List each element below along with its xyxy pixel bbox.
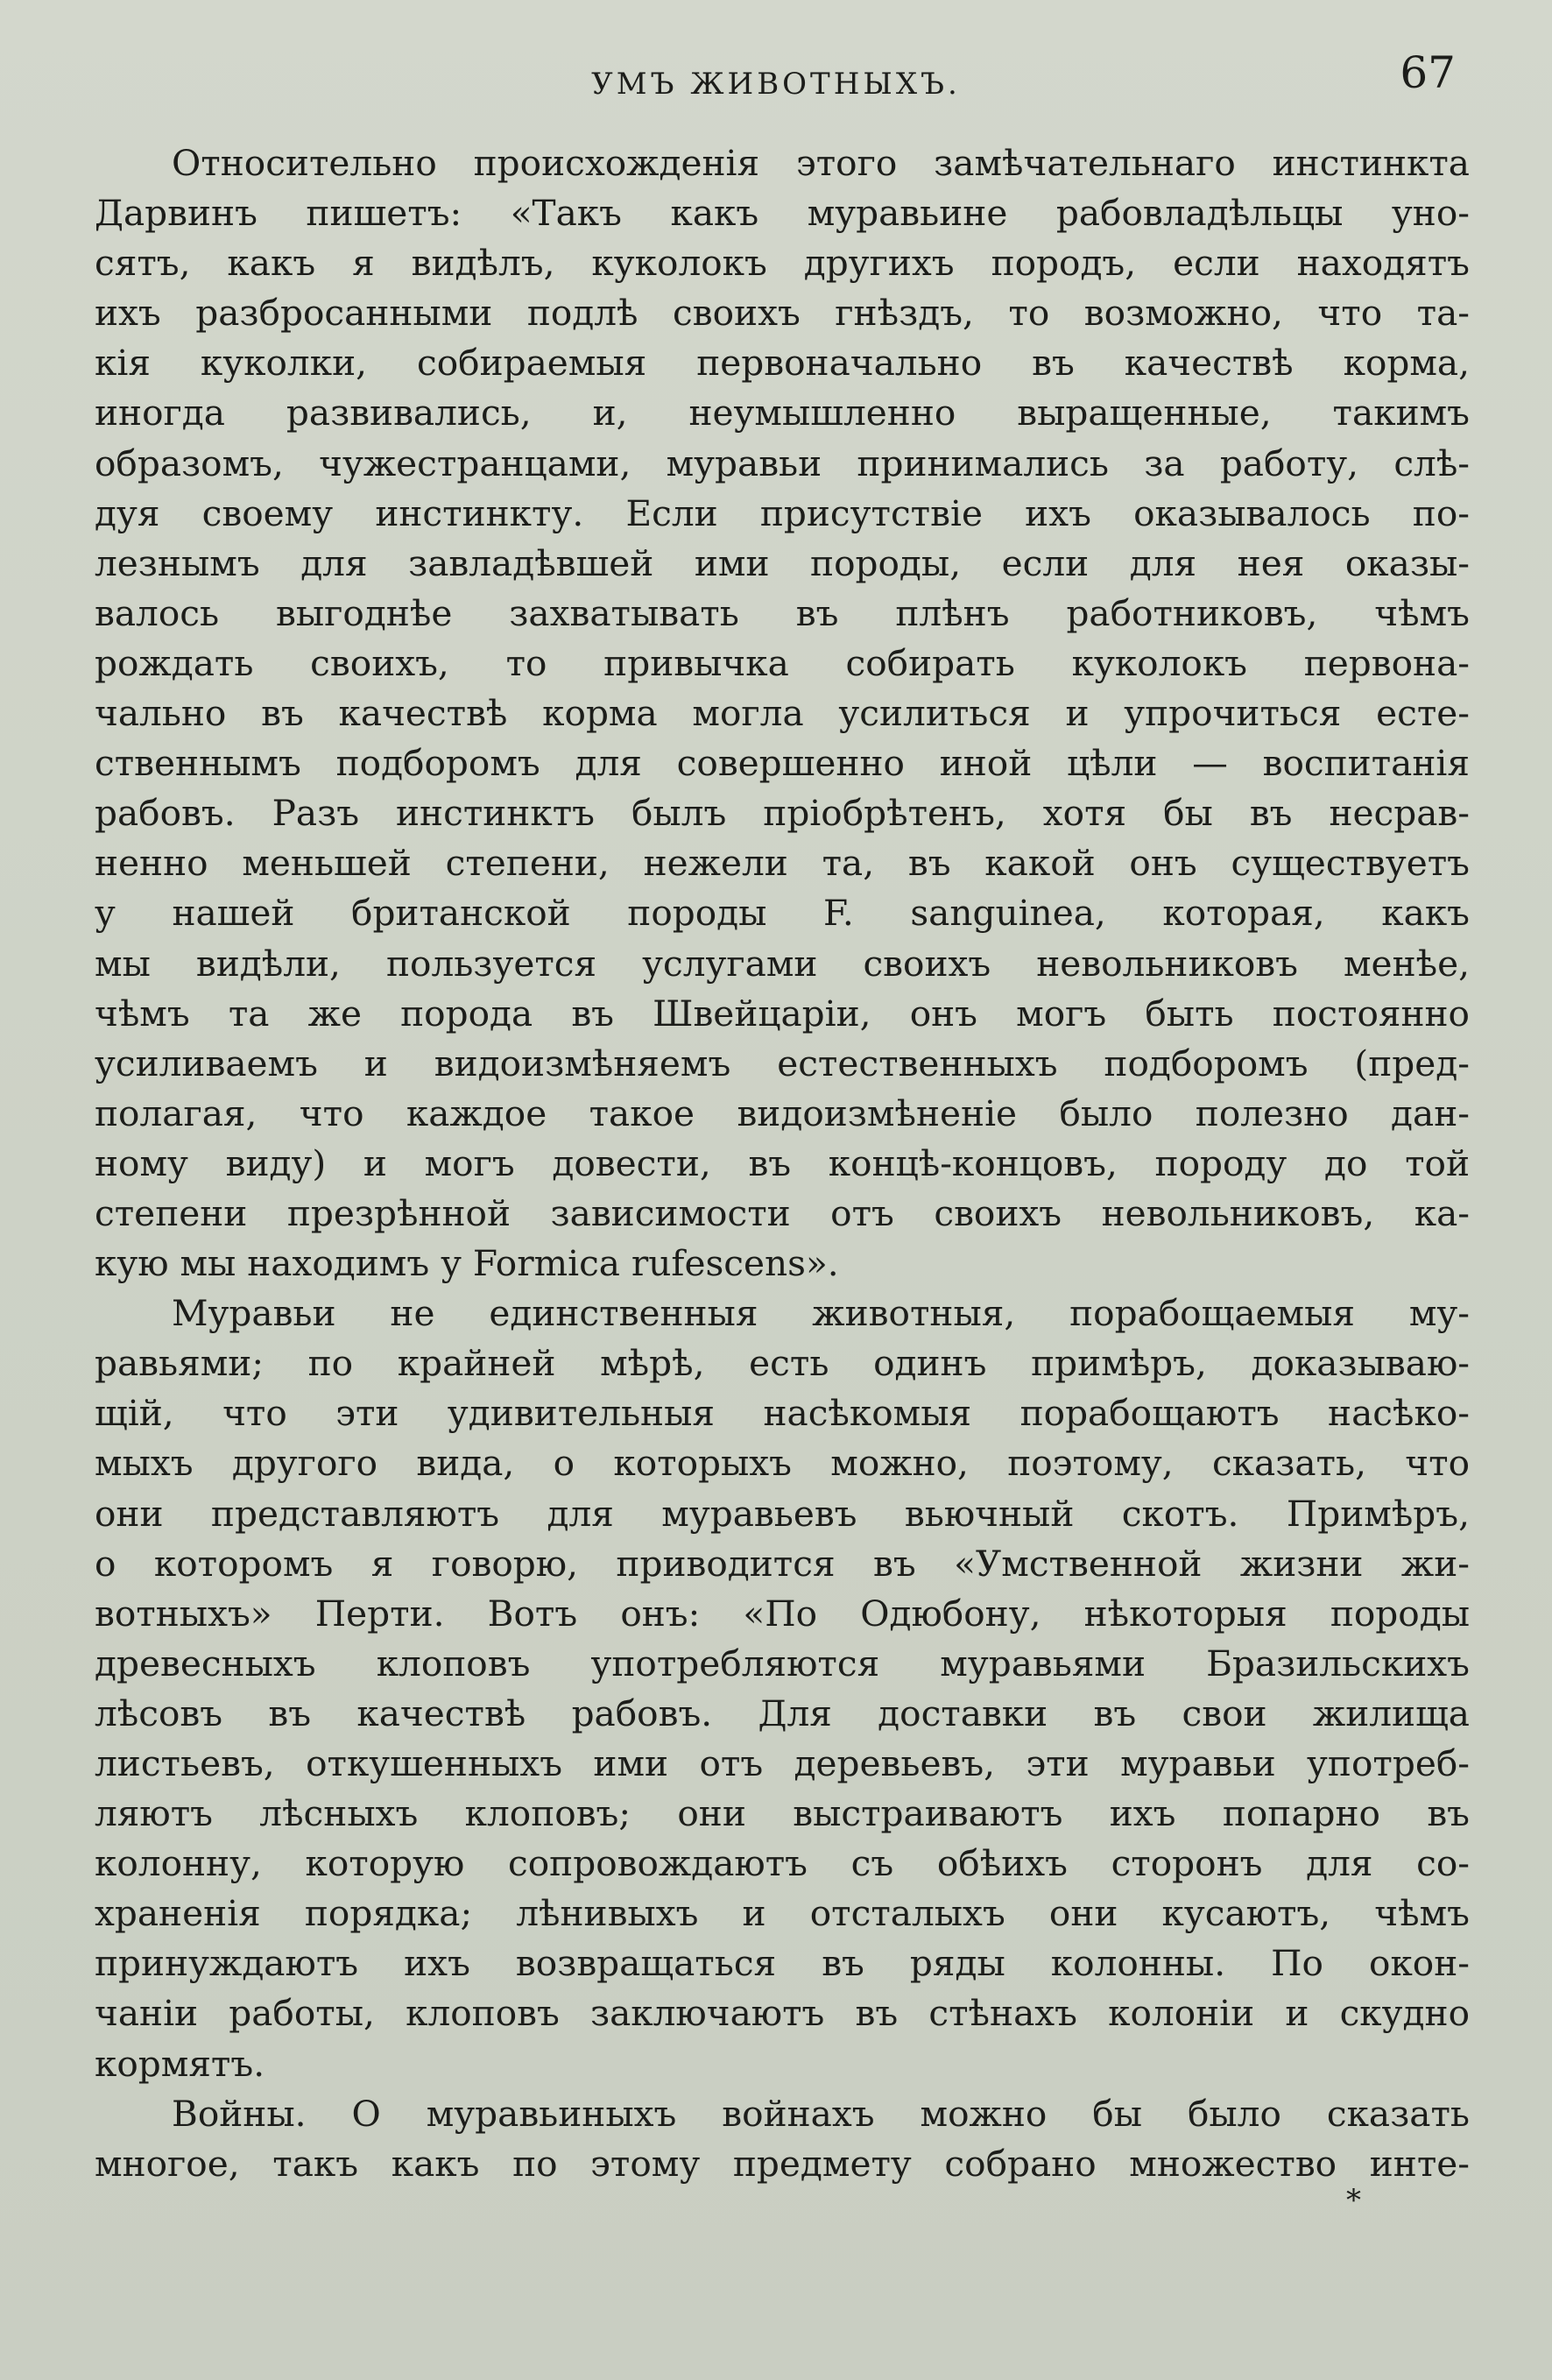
paragraph-darwin-quote <box>95 138 1470 1289</box>
text-line: они представляютъ для муравьевъ вьючный скотъ. Примѣръ, <box>95 1492 1470 1535</box>
text-line: Относительно происхожденія этого замѣчательнаго инстинкта <box>172 142 1470 184</box>
text-line: Муравьи не единственныя животныя, порабощаемыя му- <box>172 1292 1470 1335</box>
text-line: храненія порядка; лѣнивыхъ и отсталыхъ они кусаютъ, чѣмъ <box>95 1892 1470 1935</box>
text-line: степени презрѣнной зависимости отъ своихъ невольниковъ, ка- <box>95 1191 1470 1234</box>
text-line: листьевъ, откушенныхъ ими отъ деревьевъ, эти муравьи употреб- <box>95 1742 1470 1784</box>
text-line: у нашей британской породы F. sanguinea, которая, какъ <box>95 892 1470 935</box>
signature-mark: * <box>1346 2183 1361 2218</box>
text-line: чѣмъ та же порода въ Швейцаріи, онъ могъ быть постоянно <box>95 992 1470 1035</box>
text-line: древесныхъ клоповъ употребляются муравьями Бразильскихъ <box>95 1642 1470 1684</box>
text-line: чально въ качествѣ корма могла усилиться и упрочиться есте- <box>95 692 1470 735</box>
text-line: Дарвинъ пишетъ: «Такъ какъ муравьине рабовладѣльцы уно- <box>95 192 1470 235</box>
paragraph-ant-slaves <box>95 1289 1470 2089</box>
page-body <box>95 138 1470 2189</box>
text-line: кія куколки, собираемыя первоначально въ качествѣ корма, <box>95 342 1470 385</box>
text-line: усиливаемъ и видоизмѣняемъ естественныхъ подборомъ (пред- <box>95 1042 1470 1084</box>
text-line: мыхъ другого вида, о которыхъ можно, поэтому, сказать, что <box>95 1442 1470 1485</box>
text-line: колонну, которую сопровождаютъ съ обѣихъ сторонъ для со- <box>95 1842 1470 1885</box>
text-line: валось выгоднѣе захватывать въ плѣнъ работниковъ, чѣмъ <box>95 591 1470 634</box>
paragraph-wars <box>95 2089 1470 2189</box>
text-line: лѣсовъ въ качествѣ рабовъ. Для доставки въ свои жилища <box>95 1691 1470 1734</box>
page-header <box>96 40 1456 102</box>
text-line: кормятъ. <box>95 2042 265 2085</box>
text-line: ненно меньшей степени, нежели та, въ какой онъ существуетъ <box>95 842 1470 885</box>
text-line: чаніи работы, клоповъ заключаютъ въ стѣнахъ колоніи и скудно <box>95 1992 1470 2035</box>
text-line: многое, такъ какъ по этому предмету собрано множество инте- <box>95 2142 1470 2185</box>
text-line: о которомъ я говорю, приводится въ «Умственной жизни жи- <box>95 1542 1470 1585</box>
text-line: ному виду) и могъ довести, въ концѣ-концовъ, породу до той <box>95 1141 1470 1184</box>
text-line: сятъ, какъ я видѣлъ, куколокъ другихъ породъ, если находятъ <box>95 242 1470 285</box>
text-line: ихъ разбросанными подлѣ своихъ гнѣздъ, то возможно, что та- <box>95 292 1470 335</box>
page-number: 67 <box>1400 47 1456 98</box>
text-line: иногда развивались, и, неумышленно выращенные, такимъ <box>95 392 1470 434</box>
text-line: полагая, что каждое такое видоизмѣненіе было полезно дан- <box>95 1091 1470 1134</box>
text-line: равьями; по крайней мѣрѣ, есть одинъ примѣръ, доказываю- <box>95 1342 1470 1385</box>
text-line: рабовъ. Разъ инстинктъ былъ пріобрѣтенъ, хотя бы въ несрав- <box>95 792 1470 835</box>
text-line: мы видѣли, пользуется услугами своихъ невольниковъ менѣе, <box>95 942 1470 985</box>
running-title: УМЪ ЖИВОТНЫХЪ. <box>591 67 961 102</box>
text-line: щій, что эти удивительныя насѣкомыя порабощаютъ насѣко- <box>95 1392 1470 1435</box>
text-line: Войны. О муравьиныхъ войнахъ можно бы было сказать <box>172 2092 1470 2135</box>
text-line: кую мы находимъ у Formica rufescens». <box>95 1242 839 1285</box>
text-line: принуждаютъ ихъ возвращаться въ ряды колонны. По окон- <box>95 1942 1470 1985</box>
text-line: рождать своихъ, то привычка собирать куколокъ первона- <box>95 641 1470 684</box>
text-line: вотныхъ» Перти. Вотъ онъ: «По Одюбону, нѣкоторыя породы <box>95 1592 1470 1635</box>
text-line: ляютъ лѣсныхъ клоповъ; они выстраиваютъ ихъ попарно въ <box>95 1792 1470 1835</box>
text-line: ственнымъ подборомъ для совершенно иной цѣли — воспитанія <box>95 742 1470 785</box>
text-line: дуя своему инстинкту. Если присутствіе ихъ оказывалось по- <box>95 491 1470 534</box>
text-line: лезнымъ для завладѣвшей ими породы, если для нея оказы- <box>95 541 1470 584</box>
text-line: образомъ, чужестранцами, муравьи принимались за работу, слѣ- <box>95 441 1470 484</box>
